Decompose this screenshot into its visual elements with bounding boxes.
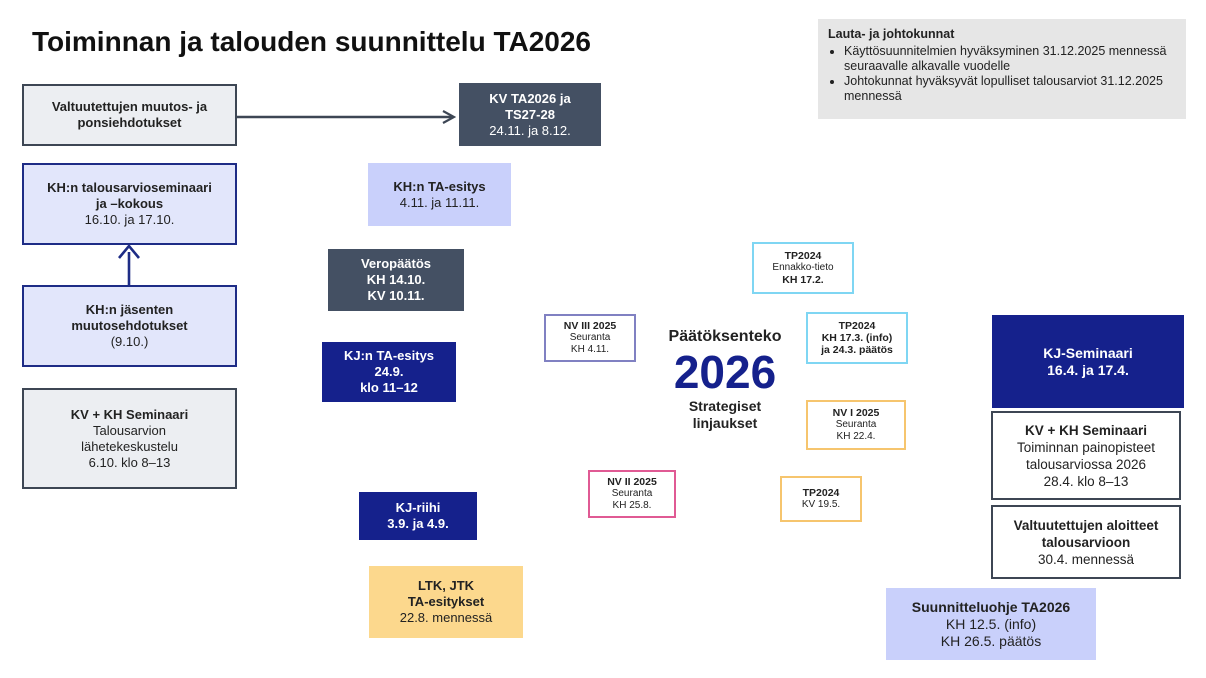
box-line: talousarviossa 2026	[1025, 456, 1147, 472]
box-line: 28.4. klo 8–13	[1043, 473, 1129, 489]
box-line: KH 26.5. päätös	[940, 632, 1042, 649]
inner-line: NV I 2025	[832, 407, 880, 419]
box-line: 6.10. klo 8–13	[88, 454, 171, 470]
box-kj-riihi	[359, 492, 477, 540]
box-line: ponsiehdotukset	[77, 115, 182, 130]
box-aloitteet	[991, 505, 1181, 579]
box-line: KV TA2026 ja	[489, 90, 571, 106]
inner-line: TP2024	[784, 250, 822, 262]
box-line: 24.11. ja 8.12.	[489, 122, 571, 138]
box-ltk-jtk	[369, 566, 523, 638]
inner-box-nv3	[544, 314, 636, 362]
box-line: TA-esitykset	[407, 594, 485, 609]
inner-line: ja 24.3. päätös	[821, 344, 893, 356]
box-kvkh-seminaari	[22, 388, 237, 489]
inner-box-tp-kv	[780, 476, 862, 522]
box-line: 3.9. ja 4.9.	[387, 516, 449, 531]
box-line: Toiminnan painopisteet	[1016, 439, 1156, 455]
box-line: muutosehdotukset	[71, 318, 188, 333]
center-line3: Strategiset	[688, 398, 762, 414]
note-item: • Johtokunnat hyväksyvät lopulliset talousarviot 31.12.2025 mennessä	[844, 74, 1176, 104]
box-line: 30.4. mennessä	[1037, 551, 1135, 567]
box-line: klo 11–12	[360, 380, 418, 395]
note-item: • Käyttösuunnitelmien hyväksyminen 31.12.2025 mennessä seuraavalle alkavalle vuodelle	[844, 44, 1176, 74]
inner-box-tp-kh	[806, 312, 908, 364]
box-kh-jasenten	[22, 285, 237, 367]
inner-line: Seuranta	[835, 419, 877, 430]
inner-box-tp-ennakko	[752, 242, 854, 294]
box-line: KH:n TA-esitys	[393, 178, 486, 194]
inner-line: KH 25.8.	[612, 500, 652, 511]
inner-line: NV II 2025	[607, 476, 657, 488]
box-line: 24.9.	[374, 364, 404, 379]
box-line: talousarvioon	[1041, 534, 1131, 550]
box-suunnitteluohje	[886, 588, 1096, 660]
inner-line: Seuranta	[569, 332, 611, 343]
inner-line: TP2024	[838, 320, 876, 332]
page-title: Toiminnan ja talouden suunnittelu TA2026	[32, 26, 592, 57]
center-text	[640, 328, 810, 432]
box-line: KV 10.11.	[367, 288, 425, 303]
box-line: KH:n talousarvioseminaari	[47, 180, 212, 195]
center-line4: linjaukset	[692, 415, 758, 431]
box-line: TS27-28	[505, 106, 555, 122]
box-line: Talousarvion	[93, 422, 166, 438]
inner-line: KH 22.4.	[836, 431, 876, 442]
box-line: ja –kokous	[95, 196, 164, 211]
inner-line: Ennakko-tieto	[772, 262, 834, 273]
box-line: Valtuutettujen aloitteet	[1013, 517, 1159, 533]
center-year: 2026	[673, 346, 777, 398]
inner-box-nv1	[806, 400, 906, 450]
box-veropaatos	[328, 249, 464, 311]
box-line: KH:n jäsenten	[85, 302, 174, 317]
note-heading: Lauta- ja johtokunnat	[828, 27, 955, 41]
box-line: KH 14.10.	[366, 272, 426, 287]
box-kj-ta-esitys	[322, 342, 456, 402]
inner-line: KH 4.11.	[570, 344, 610, 355]
box-line: KJ-riihi	[395, 500, 441, 515]
box-line: KV + KH Seminaari	[1025, 422, 1147, 438]
box-line: KH 12.5. (info)	[945, 615, 1037, 632]
inner-line: KV 19.5.	[801, 499, 841, 510]
box-line: Suunnitteluohje TA2026	[911, 598, 1071, 615]
box-line: KJ-Seminaari	[1043, 344, 1133, 361]
box-line: KV + KH Seminaari	[70, 406, 189, 422]
center-line1: Päätöksenteko	[668, 328, 782, 345]
inner-line: NV III 2025	[563, 320, 617, 332]
box-line: 4.11. ja 11.11.	[399, 194, 480, 210]
inner-line: KH 17.3. (info)	[821, 332, 893, 344]
box-kvkh-painopisteet	[991, 411, 1181, 500]
box-valtuutettujen-ehdotukset	[22, 84, 237, 146]
box-kv-ta2026	[459, 83, 601, 146]
box-kj-seminaari	[992, 315, 1184, 408]
box-kh-ta-esitys	[368, 163, 511, 226]
box-line: (9.10.)	[110, 334, 149, 349]
box-line: LTK, JTK	[417, 578, 475, 593]
inner-line: TP2024	[802, 487, 840, 499]
box-line: KJ:n TA-esitys	[343, 348, 435, 363]
box-line: 16.10. ja 17.10.	[84, 212, 175, 227]
box-line: lähetekeskustelu	[81, 438, 178, 454]
inner-line: Seuranta	[611, 488, 653, 499]
box-line: Valtuutettujen muutos- ja	[51, 99, 208, 114]
box-line: 22.8. mennessä	[399, 610, 493, 625]
inner-box-nv2	[588, 470, 676, 518]
box-kh-seminaari	[22, 163, 237, 245]
box-line: Veropäätös	[360, 256, 432, 271]
box-line: 16.4. ja 17.4.	[1047, 361, 1129, 378]
inner-line: KH 17.2.	[782, 274, 824, 286]
